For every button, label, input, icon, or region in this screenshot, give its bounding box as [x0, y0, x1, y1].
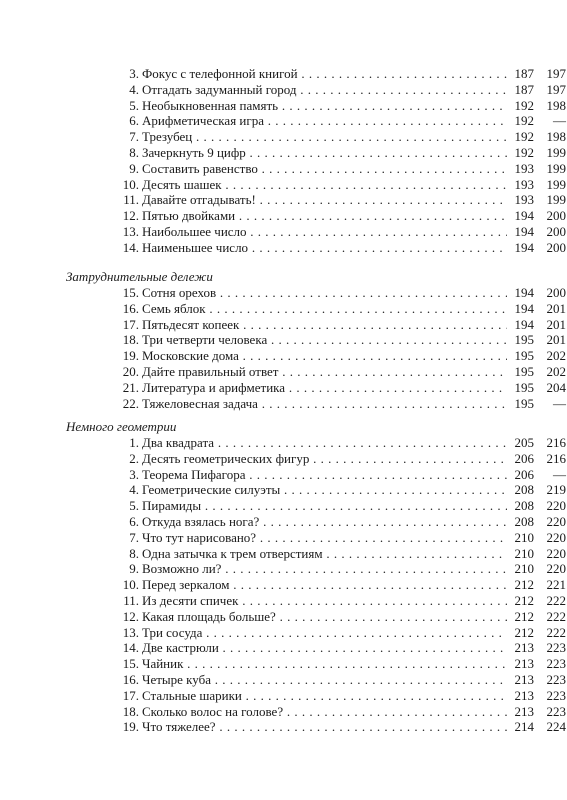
entry-number: 17.: [122, 687, 139, 703]
entry-page-answer: 222: [546, 592, 566, 608]
entry-page-problem: 206: [508, 467, 534, 483]
entry-number: 3.: [129, 66, 139, 81]
entry-title: Геометрические силуэты . . .: [142, 482, 507, 498]
entry-page-problem: 193: [508, 192, 534, 208]
toc-entry: [66, 300, 566, 317]
entry-number: 2.: [129, 450, 139, 466]
toc-entry: [66, 671, 566, 688]
entry-title: Пятьдесят копеек . . .: [142, 317, 507, 333]
entry-title: Три сосуда . . .: [142, 625, 507, 641]
entry-page-answer: 222: [546, 608, 566, 624]
entry-number: 22.: [122, 395, 139, 411]
entry-page-answer: 199: [546, 192, 566, 208]
entry-page-answer: 201: [546, 316, 566, 332]
entry-page-answer: 200: [546, 223, 566, 239]
entry-page-problem: 195: [508, 380, 534, 396]
toc-entry: [66, 348, 566, 364]
entry-page-problem: 194: [508, 224, 534, 240]
entry-page-answer: 199: [546, 160, 566, 176]
entry-title: Трезубец . . .: [142, 129, 507, 145]
entry-page-problem: 194: [508, 317, 534, 333]
entry-page-problem: 194: [508, 285, 534, 301]
entry-number: 10.: [122, 176, 139, 192]
toc-entry: [66, 113, 566, 129]
toc-entry: [66, 450, 566, 467]
entry-page-answer: —: [553, 466, 566, 482]
toc-entry: [66, 239, 566, 256]
entry-page-answer: 223: [546, 640, 566, 656]
entry-page-problem: 193: [508, 161, 534, 177]
entry-page-problem: 213: [508, 688, 534, 704]
entry-number: 7.: [129, 129, 139, 145]
entry-number: 7.: [129, 529, 139, 545]
entry-title: Стальные шарики . . .: [142, 688, 507, 704]
toc-entry: [66, 624, 566, 641]
entry-number: 16.: [122, 300, 139, 316]
entry-number: 5.: [129, 97, 139, 113]
entry-page-problem: 213: [508, 656, 534, 672]
toc-entry: [66, 223, 566, 240]
entry-page-problem: 192: [508, 113, 534, 129]
entry-title: Сотня орехов . . .: [142, 285, 507, 301]
toc-entry: [66, 379, 566, 396]
entry-page-problem: 192: [508, 129, 534, 145]
entry-page-answer: 224: [546, 719, 566, 735]
entry-page-answer: 202: [546, 363, 566, 379]
entry-page-problem: 208: [508, 498, 534, 514]
toc-entry: [66, 608, 566, 625]
entry-number: 13.: [122, 624, 139, 640]
entry-number: 4.: [129, 81, 139, 97]
entry-page-problem: 195: [508, 396, 534, 412]
entry-page-problem: 213: [508, 640, 534, 656]
entry-page-answer: 223: [546, 687, 566, 703]
entry-title: Наибольшее число . . .: [142, 224, 507, 240]
entry-title: Четыре куба . . .: [142, 672, 507, 688]
toc-entry: [66, 129, 566, 145]
entry-page-answer: 220: [546, 529, 566, 545]
entry-title: Две кастрюли . . .: [142, 640, 507, 656]
entry-page-problem: 212: [508, 593, 534, 609]
entry-page-answer: 200: [546, 239, 566, 255]
entry-page-answer: 204: [546, 379, 566, 395]
entry-title: Что тяжелее? . . .: [142, 719, 507, 735]
entry-number: 10.: [122, 577, 139, 593]
entry-title: Отгадать задуманный город . . .: [142, 82, 507, 98]
toc-entry: [66, 160, 566, 177]
toc-entry: [66, 316, 566, 333]
entry-title: Арифметическая игра . . .: [142, 113, 507, 129]
entry-title: Сколько волос на голове? . . .: [142, 704, 507, 720]
entry-number: 14.: [122, 239, 139, 255]
entry-page-problem: 195: [508, 364, 534, 380]
entry-number: 17.: [122, 316, 139, 332]
entry-title: Необыкновенная память . . .: [142, 98, 507, 114]
entry-page-answer: 222: [546, 624, 566, 640]
toc-entry: [66, 208, 566, 224]
entry-page-problem: 194: [508, 240, 534, 256]
entry-page-answer: 201: [546, 332, 566, 348]
entry-page-problem: 214: [508, 719, 534, 735]
entry-page-answer: 200: [546, 208, 566, 224]
entry-number: 5.: [129, 498, 139, 514]
entry-page-problem: 205: [508, 435, 534, 451]
toc-entry: [66, 363, 566, 380]
entry-title: Тяжеловесная задача . . .: [142, 396, 507, 412]
entry-page-problem: 192: [508, 145, 534, 161]
toc-entry: [66, 332, 566, 348]
toc-entry: [66, 592, 566, 609]
entry-page-problem: 212: [508, 609, 534, 625]
entry-page-problem: 208: [508, 482, 534, 498]
entry-number: 8.: [129, 144, 139, 160]
toc-entry: [66, 482, 566, 498]
toc-block-geometry: [66, 418, 566, 735]
entry-number: 6.: [129, 513, 139, 529]
entry-page-answer: 216: [546, 450, 566, 466]
entry-number: 19.: [122, 719, 139, 735]
toc-entry: [66, 81, 566, 98]
entry-title: Литература и арифметика . . .: [142, 380, 507, 396]
entry-number: 18.: [122, 332, 139, 348]
entry-page-answer: 198: [546, 129, 566, 145]
entry-title: Московские дома . . .: [142, 348, 507, 364]
toc-entry: [66, 498, 566, 514]
entry-page-problem: 195: [508, 348, 534, 364]
toc-entry: [66, 719, 566, 735]
entry-title: Из десяти спичек . . .: [142, 593, 507, 609]
entry-number: 8.: [129, 545, 139, 561]
entry-number: 12.: [122, 608, 139, 624]
entry-page-answer: 220: [546, 498, 566, 514]
toc-entry: [66, 513, 566, 530]
entry-title: Зачеркнуть 9 цифр . . .: [142, 145, 507, 161]
entry-page-problem: 213: [508, 704, 534, 720]
entry-page-answer: 199: [546, 144, 566, 160]
toc-entry: [66, 66, 566, 82]
entry-page-answer: 220: [546, 545, 566, 561]
entry-page-problem: 193: [508, 177, 534, 193]
entry-page-answer: 223: [546, 703, 566, 719]
toc-entry: [66, 97, 566, 114]
toc-entry: [66, 435, 566, 451]
entry-number: 3.: [129, 466, 139, 482]
entry-page-problem: 194: [508, 301, 534, 317]
entry-title: Возможно ли? . . .: [142, 561, 507, 577]
entry-title: Давайте отгадывать! . . .: [142, 192, 507, 208]
entry-title: Десять геометрических фигур . . .: [142, 451, 507, 467]
toc-entry: [66, 466, 566, 483]
toc-entry: [66, 192, 566, 208]
entry-page-problem: 212: [508, 625, 534, 641]
entry-title: Пятью двойками . . .: [142, 208, 507, 224]
entry-title: Перед зеркалом . . .: [142, 577, 507, 593]
entry-number: 19.: [122, 348, 139, 364]
entry-page-answer: 202: [546, 348, 566, 364]
entry-number: 9.: [129, 160, 139, 176]
entry-page-problem: 210: [508, 530, 534, 546]
toc-block-puzzles: [66, 66, 566, 256]
entry-number: 1.: [129, 435, 139, 450]
toc-entry: [66, 285, 566, 301]
entry-number: 12.: [122, 208, 139, 224]
entry-page-problem: 187: [508, 82, 534, 98]
entry-title: Наименьшее число . . .: [142, 240, 507, 256]
entry-page-problem: 195: [508, 332, 534, 348]
entry-page-problem: 213: [508, 672, 534, 688]
section-title-divisions: Затруднительные дележи: [66, 269, 213, 284]
entry-title: Одна затычка к трем отверстиям . . .: [142, 546, 507, 562]
entry-number: 21.: [122, 379, 139, 395]
entry-page-answer: 216: [546, 435, 566, 450]
section-title-geometry: Немного геометрии: [66, 419, 177, 434]
toc-entry: [66, 545, 566, 562]
entry-page-problem: 194: [508, 208, 534, 224]
entry-title: Десять шашек . . .: [142, 177, 507, 193]
entry-page-answer: 220: [546, 513, 566, 529]
entry-title: Пирамиды . . .: [142, 498, 507, 514]
entry-number: 6.: [129, 113, 139, 129]
entry-page-answer: 197: [546, 81, 566, 97]
entry-number: 13.: [122, 223, 139, 239]
entry-page-answer: 223: [546, 656, 566, 672]
entry-page-answer: —: [553, 395, 566, 411]
entry-page-problem: 192: [508, 98, 534, 114]
toc-entry: [66, 687, 566, 704]
toc-entry: [66, 561, 566, 577]
entry-page-answer: 220: [546, 561, 566, 577]
entry-number: 18.: [122, 703, 139, 719]
toc-entry: [66, 144, 566, 161]
entry-title: Откуда взялась нога? . . .: [142, 514, 507, 530]
entry-page-answer: 201: [546, 300, 566, 316]
toc-entry: [66, 640, 566, 656]
entry-title: Составить равенство . . .: [142, 161, 507, 177]
entry-title: Фокус с телефонной книгой . . .: [142, 66, 507, 82]
entry-page-problem: 210: [508, 546, 534, 562]
toc-entry: [66, 703, 566, 720]
entry-number: 11.: [123, 192, 139, 208]
entry-page-problem: 206: [508, 451, 534, 467]
entry-page-answer: 200: [546, 285, 566, 300]
toc-entry: [66, 176, 566, 193]
entry-title: Теорема Пифагора . . .: [142, 467, 507, 483]
entry-page-answer: 223: [546, 671, 566, 687]
entry-number: 15.: [122, 656, 139, 672]
entry-number: 14.: [122, 640, 139, 656]
toc-block-divisions: [66, 268, 566, 411]
entry-title: Какая площадь больше? . . .: [142, 609, 507, 625]
entry-page-answer: —: [553, 113, 566, 129]
entry-title: Три четверти человека . . .: [142, 332, 507, 348]
entry-title: Что тут нарисовано? . . .: [142, 530, 507, 546]
entry-page-answer: 221: [546, 577, 566, 593]
entry-title: Два квадрата . . .: [142, 435, 507, 451]
entry-title: Дайте правильный ответ . . .: [142, 364, 507, 380]
entry-number: 9.: [129, 561, 139, 577]
entry-number: 11.: [123, 592, 139, 608]
entry-page-answer: 219: [546, 482, 566, 498]
entry-page-problem: 187: [508, 66, 534, 82]
toc-entry: [66, 577, 566, 593]
entry-page-problem: 210: [508, 561, 534, 577]
entry-page-answer: 197: [546, 66, 566, 81]
entry-number: 20.: [122, 363, 139, 379]
entry-page-problem: 212: [508, 577, 534, 593]
entry-title: Чайник . . .: [142, 656, 507, 672]
toc-entry: [66, 656, 566, 672]
entry-title: Семь яблок . . .: [142, 301, 507, 317]
toc-entry: [66, 529, 566, 546]
entry-page-answer: 198: [546, 97, 566, 113]
entry-number: 15.: [122, 285, 139, 300]
entry-number: 16.: [122, 671, 139, 687]
toc-entry: [66, 395, 566, 412]
entry-page-answer: 199: [546, 176, 566, 192]
entry-number: 4.: [129, 482, 139, 498]
entry-page-problem: 208: [508, 514, 534, 530]
